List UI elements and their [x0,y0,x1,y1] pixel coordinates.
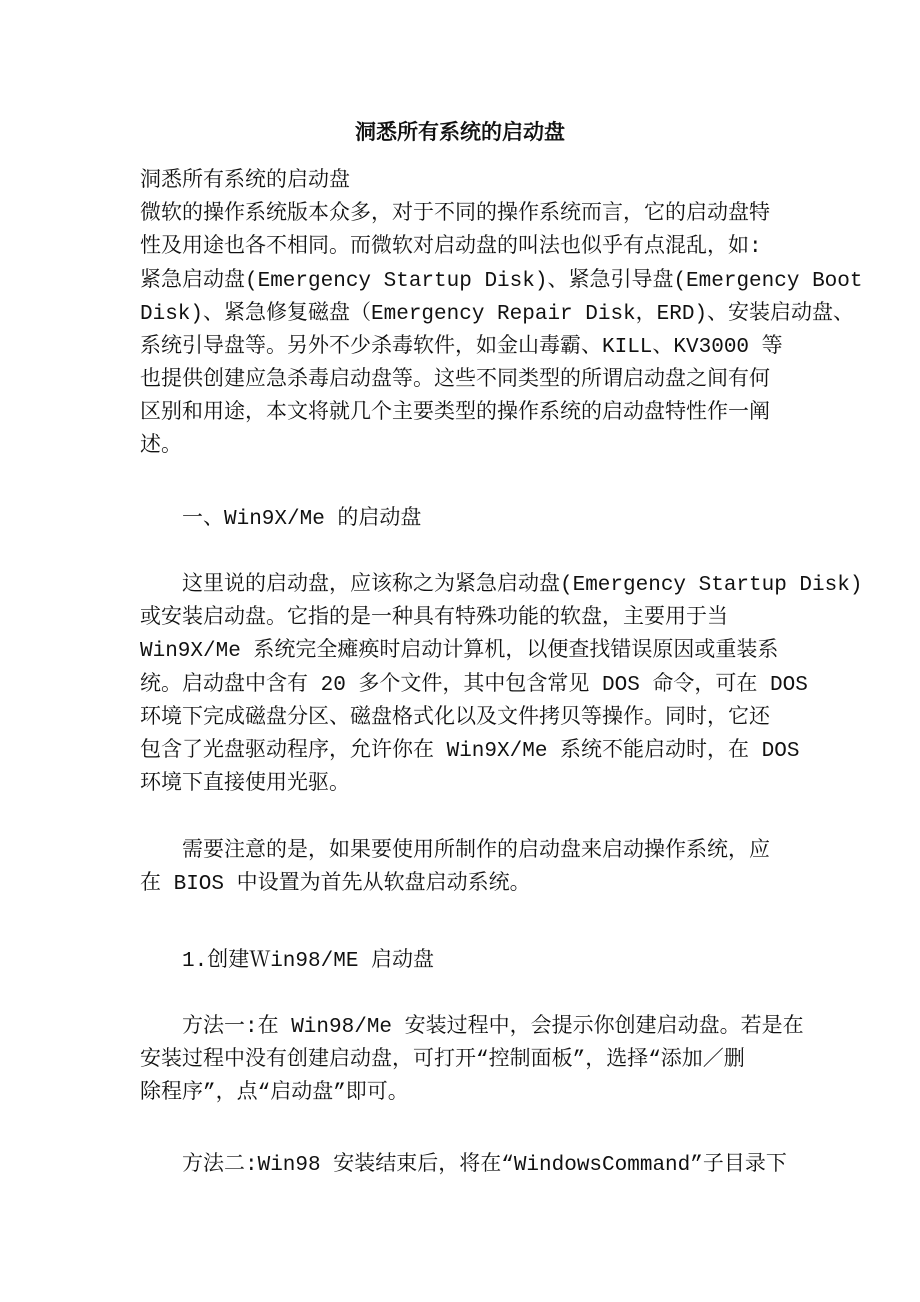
paragraph-line: 这里说的启动盘，应该称之为紧急启动盘(Emergency Startup Disk) [182,574,863,597]
intro-line: 微软的操作系统版本众多，对于不同的操作系统而言，它的启动盘特 [140,203,770,226]
subtitle: 洞悉所有系统的启动盘 [140,170,350,193]
paragraph-line: 除程序”，点“启动盘”即可。 [140,1082,409,1105]
intro-line: 紧急启动盘(Emergency Startup Disk)、紧急引导盘(Emergency Boot [140,270,863,293]
paragraph-line: 环境下直接使用光驱。 [140,773,350,796]
paragraph-line: Win9X/Me 系统完全瘫痪时启动计算机，以便查找错误原因或重装系 [140,640,779,663]
intro-line: Disk)、紧急修复磁盘（Emergency Repair Disk，ERD)、安装启动盘、 [140,303,855,326]
intro-line: 系统引导盘等。另外不少杀毒软件，如金山毒霸、KILL、KV3000 等 [140,336,783,359]
document-title: 洞悉所有系统的启动盘 [355,123,565,146]
paragraph-line: 或安装启动盘。它指的是一种具有特殊功能的软盘，主要用于当 [140,607,728,630]
paragraph-line: 包含了光盘驱动程序，允许你在 Win9X/Me 系统不能启动时，在 DOS [140,740,800,763]
section-heading: 一、Win9X/Me 的启动盘 [182,508,422,531]
paragraph-line: 统。启动盘中含有 20 多个文件，其中包含常见 DOS 命令，可在 DOS [140,674,808,697]
paragraph-line: 方法一:在 Win98/Me 安装过程中，会提示你创建启动盘。若是在 [182,1016,804,1039]
paragraph-line: 需要注意的是，如果要使用所制作的启动盘来启动操作系统，应 [182,840,770,863]
intro-line: 性及用途也各不相同。而微软对启动盘的叫法也似乎有点混乱，如: [140,236,762,259]
intro-line: 也提供创建应急杀毒启动盘等。这些不同类型的所谓启动盘之间有何 [140,369,770,392]
subheading: 1.创建Ｗin98/ME 启动盘 [182,950,435,973]
intro-line: 区别和用途，本文将就几个主要类型的操作系统的启动盘特性作一阐 [140,402,770,425]
paragraph-line: 方法二:Win98 安装结束后，将在“WindowsCommand”子目录下 [182,1154,787,1177]
paragraph-line: 安装过程中没有创建启动盘，可打开“控制面板”，选择“添加／删 [140,1049,745,1072]
paragraph-line: 环境下完成磁盘分区、磁盘格式化以及文件拷贝等操作。同时，它还 [140,707,770,730]
paragraph-line: 在 BIOS 中设置为首先从软盘启动系统。 [140,873,531,896]
intro-line: 述。 [140,435,182,458]
